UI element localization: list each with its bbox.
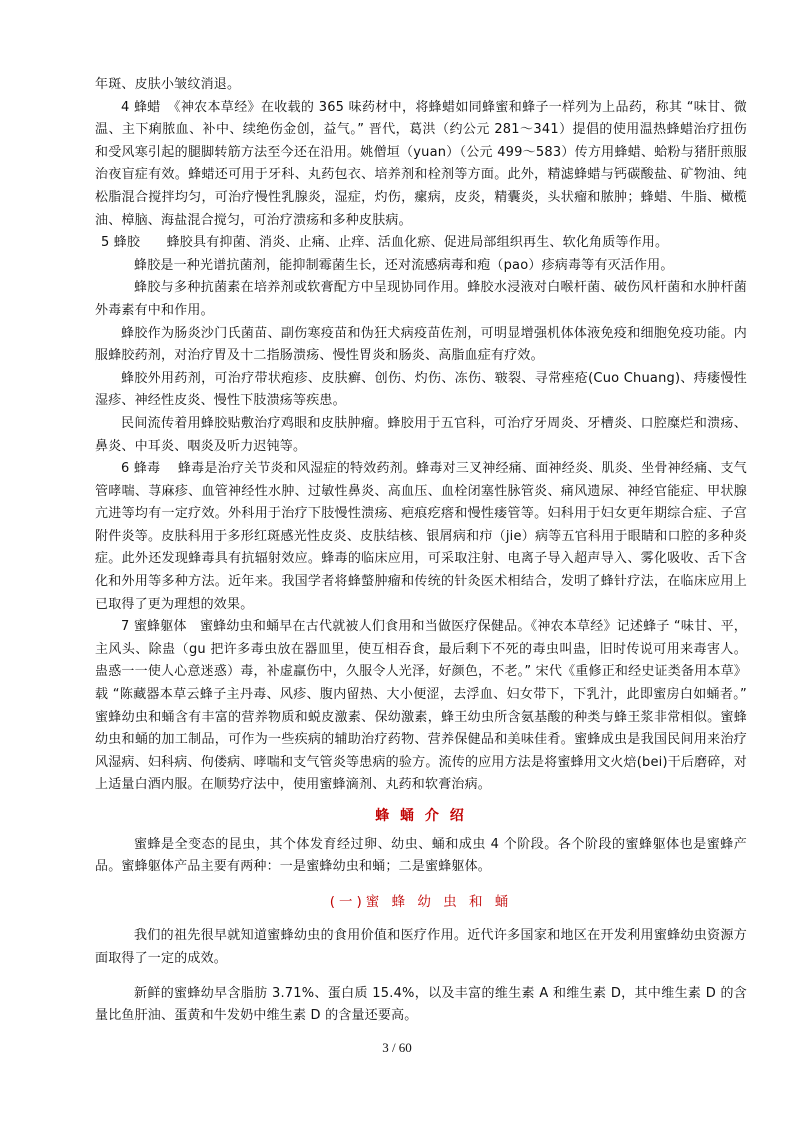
body-text <box>95 74 747 1028</box>
paragraph-larvae-nutrition: 新鲜的蜜蜂幼早含脂肪 3.71%、蛋白质 15.4%，以及丰富的维生素 A 和维生素 D，其中维生素 D 的含量比鱼肝油、蛋黄和牛发奶中维生素 D 的含量还要高。 <box>95 985 747 1024</box>
page-number: 3 / 60 <box>382 1040 412 1055</box>
section-heading: 蜂 蛹 介 绍 <box>375 808 467 824</box>
paragraph-propolis-intro: 5 蜂胶 蜂胶具有抑菌、消炎、止痛、止痒、活血化瘀、促进局部组织再生、软化角质等作用。 <box>101 235 669 251</box>
paragraph-beeswax: 4 蜂蜡 《神农本草经》在收载的 365 味药材中，将蜂蜡如同蜂蜜和蜂子一样列为上品药，称其 “味甘、微温、主下痢脓血、补中、续绝伤金创，益气。” 晋代，葛洪（约公元 281～341）提倡的使用温热蜂蜡治疗扭伤和受风寒引起的腿脚转筋方法至今还在沿用。姚僧垣（yuan）（公元 499～583）传方用蜂蜡、蛤粉与猪肝煎服治夜盲症有效。蜂蜡还可用于牙科、丸药包衣、培养剂和栓剂等方面。此外，精滤蜂蜡与钙碳酸盐、矿物油、纯松脂混合搅拌均匀，可治疗慢性乳腺炎，湿症，灼伤，瘰病，皮炎，精囊炎，头状瘤和脓肿；蜂蜡、牛脂、橄榄油、樟脑、海盐混合搅匀，可治疗溃疡和多种皮肤病。 <box>95 99 747 228</box>
section-intro: 蜜蜂是全变态的昆虫，其个体发育经过卵、幼虫、蛹和成虫 4 个阶段。各个阶段的蜜蜂躯体也是蜜蜂产品。蜜蜂躯体产品主要有两种：一是蜜蜂幼虫和蛹；二是蜜蜂躯体。 <box>95 836 747 875</box>
paragraph-propolis-folk: 民间流传着用蜂胶贴敷治疗鸡眼和皮肤肿瘤。蜂胶用于五官科，可治疗牙周炎、牙槽炎、口腔糜烂和溃疡、鼻炎、中耳炎、咽炎及听力迟钝等。 <box>95 415 747 454</box>
paragraph-continuation: 年斑、皮肤小皱纹消退。 <box>95 77 241 92</box>
paragraph-propolis-antibacterial: 蜂胶是一种光谱抗菌剂，能抑制霉菌生长，还对流感病毒和疱（pao）疹病毒等有灭活作用。 <box>134 257 674 273</box>
subsection-heading: (一)蜜 蜂 幼 虫 和 蛹 <box>329 893 513 910</box>
paragraph-bee-venom: 6 蜂毒 蜂毒是治疗关节炎和风湿症的特效药剂。蜂毒对三叉神经痛、面神经炎、肌炎、坐骨神经痛、支气管哮喘、荨麻疹、血管神经性水肿、过敏性鼻炎、高血压、血栓闭塞性脉管炎、痛风遗尿、神经官能症、甲状腺亢进等均有一定疗效。外科用于治疗下肢慢性溃疡、疤痕疙瘩和慢性瘘管等。妇科用于妇女更年期综合症、子宫附件炎等。皮肤科用于多形红斑感光性皮炎、皮肤结核、银屑病和疖（jie）病等五官科用于眼睛和口腔的多种炎症。此外还发现蜂毒具有抗辐射效应。蜂毒的临床应用，可采取注射、电离子导入超声导入、雾化吸收、舌下含化和外用等多种方法。近年来。我国学者将蜂螫肿瘤和传统的针灸医术相结合，发明了蜂针疗法，在临床应用上已取得了更为理想的效果。 <box>95 461 747 612</box>
paragraph-bee-body: 7 蜜蜂躯体 蜜蜂幼虫和蛹早在古代就被人们食用和当做医疗保健品。《神农本草经》记述蜂子 “味甘、平，主风头、除蛊（gu 把许多毒虫放在器皿里，使互相吞食，最后剩下不死的毒虫叫蛊，旧时传说可用来毒害人。蛊惑一一使人心意迷惑）毒，补虚羸伤中，久服令人光泽，好颜色，不老。” 宋代《重修正和经史证类备用本草》载 “陈藏器本草云蜂子主丹毒、风疹、腹内留热、大小便涩，去浮血、妇女带下，下乳汁，此即蜜房白如蛹者。” 蜜蜂幼虫和蛹含有丰富的营养物质和蜕皮激素、保幼激素，蜂王幼虫所含氨基酸的种类与蜂王浆非常相似。蜜蜂幼虫和蛹的加工制品，可作为一些疾病的辅助治疗药物、营养保健品和美味佳肴。蜜蜂成虫是我国民间用来治疗风湿病、妇科病、佝偻病、哮喘和支气管炎等患病的验方。流传的应用方法是将蜜蜂用文火焙(bei)干后磨碎，对上适量白酒内服。在顺势疗法中，使用蜜蜂滴剂、丸药和软膏治病。 <box>95 619 747 793</box>
paragraph-propolis-external: 蜂胶外用药剂，可治疗带状疱疹、皮肤癣、创伤、灼伤、冻伤、皲裂、寻常痤疮(Cuo Chuang)、痔瘘慢性湿疹、神经性皮炎、慢性下肢溃疡等疾患。 <box>95 370 747 409</box>
paragraph-propolis-synergy: 蜂胶与多种抗菌素在培养剂或软膏配方中呈现协同作用。蜂胶水浸液对白喉杆菌、破伤风杆菌和水肿杆菌外毒素有中和作用。 <box>95 280 747 318</box>
paragraph-propolis-immune: 蜂胶作为肠炎沙门氏菌苗、副伤寒疫苗和伪狂犬病疫苗佐剂，可明显增强机体体液免疫和细胞免疫功能。内服蜂胶药剂，对治疗胃及十二指肠溃疡、慢性胃炎和肠炎、高脂血症有疗效。 <box>95 325 747 364</box>
paragraph-larvae-value: 我们的祖先很早就知道蜜蜂幼虫的食用价值和医疗作用。近代许多国家和地区在开发利用蜜蜂幼虫资源方面取得了一定的成效。 <box>95 928 747 966</box>
